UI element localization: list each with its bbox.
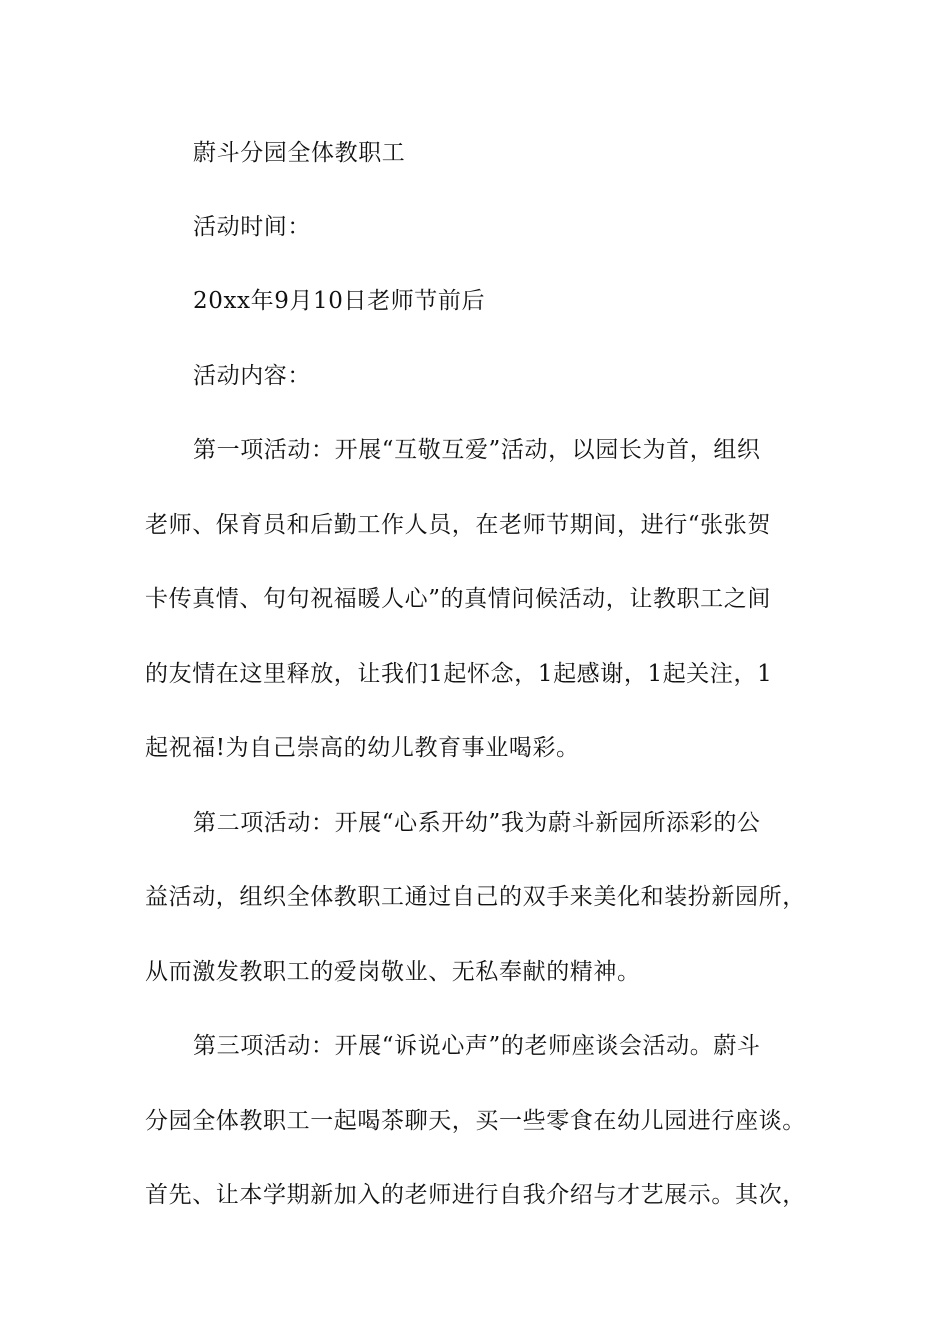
participants-line: 蔚斗分园全体教职工 [193,140,406,166]
paragraph-1-line-5: 起祝福!为自己崇高的幼儿教育事业喝彩。 [145,735,580,761]
paragraph-2-line-1: 第二项活动：开展“心系开幼”我为蔚斗新园所添彩的公 [193,810,761,836]
activity-date-line: 20xx年9月10日老师节前后 [193,288,486,314]
paragraph-3-line-3: 首先、让本学期新加入的老师进行自我介绍与才艺展示。其次， [145,1182,806,1208]
paragraph-1-line-4: 的友情在这里释放，让我们1起怀念，1起感谢，1起关注，1 [145,661,773,687]
activity-content-heading: 活动内容： [193,363,311,389]
activity-time-heading: 活动时间： [193,214,311,240]
paragraph-3-line-1: 第三项活动：开展“诉说心声”的老师座谈会活动。蔚斗 [193,1033,761,1059]
paragraph-1-line-2: 老师、保育员和后勤工作人员，在老师节期间，进行“张张贺 [145,512,771,538]
paragraph-3-line-2: 分园全体教职工一起喝茶聊天，买一些零食在幼儿园进行座谈。 [145,1108,806,1134]
paragraph-1-line-1: 第一项活动：开展“互敬互爱”活动，以园长为首，组织 [193,437,761,463]
paragraph-2-line-2: 益活动，组织全体教职工通过自己的双手来美化和装扮新园所， [145,884,806,910]
paragraph-1-line-3: 卡传真情、句句祝福暖人心”的真情问候活动，让教职工之间 [145,586,771,612]
paragraph-2-line-3: 从而激发教职工的爱岗敬业、无私奉献的精神。 [145,959,641,985]
